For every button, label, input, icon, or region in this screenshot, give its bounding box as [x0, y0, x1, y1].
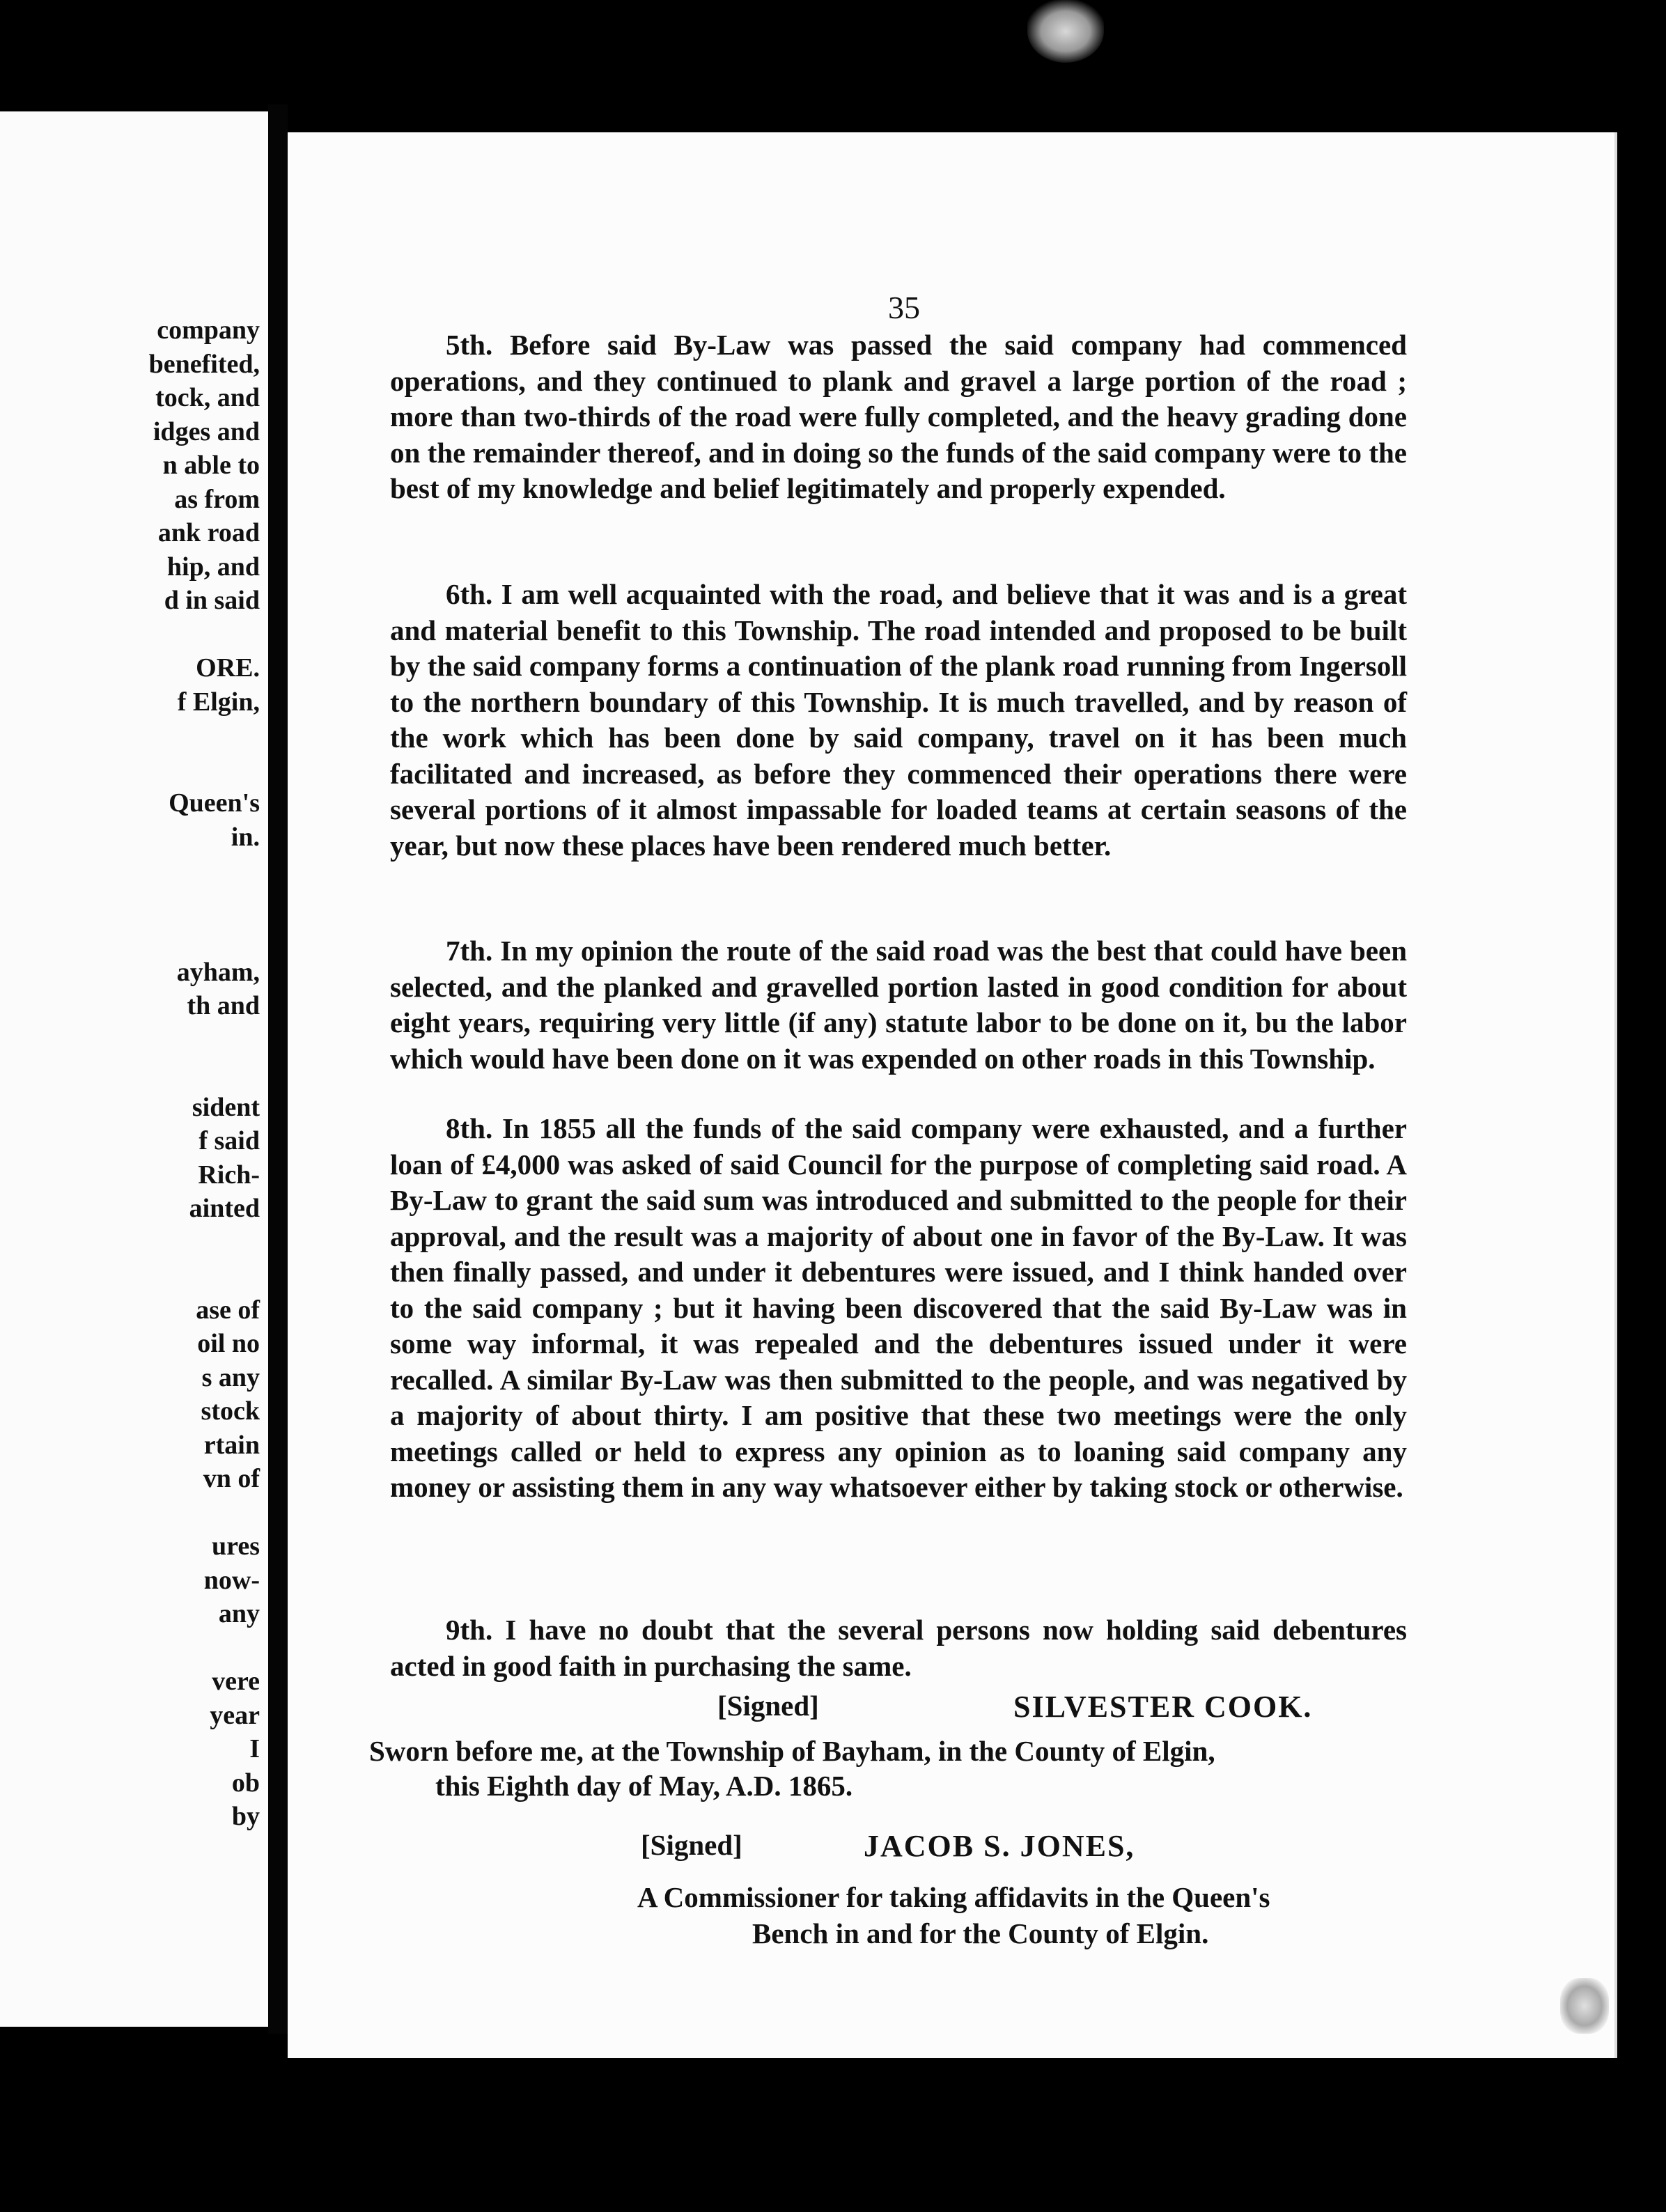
left-page-fragment: idges and: [153, 416, 260, 446]
left-page-fragment: ob: [231, 1768, 260, 1798]
left-page-fragment: sident: [192, 1092, 260, 1122]
left-page-fragment: ayham,: [176, 957, 260, 987]
sworn-line-2: this Eighth day of May, A.D. 1865.: [435, 1770, 853, 1802]
signatory-name-1: SILVESTER COOK.: [1013, 1690, 1313, 1724]
left-page-fragment: by: [231, 1802, 260, 1831]
left-page-fragment: f said: [198, 1126, 260, 1155]
signed-label-2: [Signed]: [641, 1829, 742, 1861]
left-page-fragment: s any: [201, 1362, 260, 1392]
left-page-fragment: f Elgin,: [177, 687, 260, 717]
book-gutter: [268, 104, 288, 2034]
left-page-fragment: ank road: [157, 518, 260, 547]
left-page-fragment: ase of: [196, 1295, 260, 1325]
left-page-fragment: rtain: [203, 1430, 260, 1460]
left-page-fragment: ures: [212, 1532, 260, 1561]
paragraph-6th: 6th. I am well acquainted with the road, and believe that it was and is a great and material benefit to this Township. The road intended and proposed to be built by the said company forms a continuation of the plank road running from Ingersoll to the northern boundary of this Township. It is much travelled, and by reason of the work which has been done by said company, travel on it has been much facilitated and increased, as before they commenced their operations there were several portions of it almost impassable for loaded teams at certain seasons of the year, but now these places have been rendered much better.: [390, 578, 1407, 862]
left-page-fragment: vere: [212, 1667, 260, 1696]
left-page-fragment: d in said: [164, 586, 260, 615]
left-page-fragment: ainted: [189, 1194, 260, 1223]
signatory-name-2: JACOB S. JONES,: [864, 1829, 1135, 1863]
left-page-fragment: company: [157, 316, 260, 345]
ink-blot-bottom: [1560, 1978, 1609, 2034]
left-page-fragment: now-: [203, 1565, 260, 1595]
left-page-fragment: year: [210, 1700, 260, 1730]
ink-blot-top: [1027, 0, 1104, 63]
commissioner-line-1: A Commissioner for taking affidavits in the Queen's: [637, 1881, 1270, 1913]
paragraph-8th: 8th. In 1855 all the funds of the said company were exhausted, and a further loan of £4,000 was asked of said Council for the purpose of completing said road. A By-Law to grant the said sum was introduced and submitted to the people for their approval, and the result was a majority of about one in favor of the By-Law. It was then finally passed, and under it debentures were issued, and I think handed over to the said company ; but it having been discovered that the said By-Law was in some way informal, it was repealed and the debentures issued under it were recalled. A similar By-Law was then submitted to the people, and was negatived by a majority of about thirty. I am positive that these two meetings were the only meetings called or held to express any opinion as to loaning said company any money or assisting them in any way whatsoever either by taking stock or otherwise.: [390, 1112, 1407, 1503]
left-page-fragment: benefited,: [148, 349, 260, 379]
paragraph-7th: 7th. In my opinion the route of the said road was the best that could have been selected, and the planked and gravelled portion lasted in good condition for about eight years, requiring very little (if any) statute labor to be done on it, bu the labor which would have been done on it was expended on other roads in this Township.: [390, 935, 1407, 1075]
left-page-fragment: tock, and: [155, 383, 260, 412]
paragraph-9th: 9th. I have no doubt that the several persons now holding said debentures acted in good faith in purchasing the same.: [390, 1614, 1407, 1682]
left-page-fragment: th and: [187, 991, 260, 1020]
previous-page-fragment: [0, 111, 268, 2027]
left-page-fragment: Rich-: [198, 1160, 260, 1190]
left-page-fragment: as from: [174, 484, 260, 514]
paragraph-5th: 5th. Before said By-Law was passed the said company had commenced operations, and they continued to plank and gravel a large portion of the road ; more than two-thirds of the road were fully completed, and the heavy grading done on the remainder thereof, and in doing so the funds of the said company were to the best of my knowledge and belief legitimately and properly expended.: [390, 329, 1407, 504]
left-page-fragment: any: [218, 1599, 260, 1628]
left-page-fragment: vn of: [203, 1464, 260, 1493]
sworn-line-1: Sworn before me, at the Township of Bayham, in the County of Elgin,: [369, 1735, 1215, 1767]
left-page-fragment: in.: [231, 822, 260, 852]
left-page-fragment: n able to: [162, 451, 260, 480]
left-page-fragment: I: [249, 1734, 260, 1763]
left-page-fragment: Queen's: [169, 788, 260, 818]
commissioner-line-2: Bench in and for the County of Elgin.: [752, 1917, 1209, 1949]
signed-label-1: [Signed]: [717, 1690, 819, 1722]
page-number: 35: [888, 290, 920, 325]
left-page-fragment: hip, and: [166, 552, 260, 582]
left-page-fragment: ORE.: [196, 653, 260, 683]
left-page-fragment: oil no: [197, 1329, 260, 1358]
left-page-fragment: stock: [201, 1396, 260, 1426]
